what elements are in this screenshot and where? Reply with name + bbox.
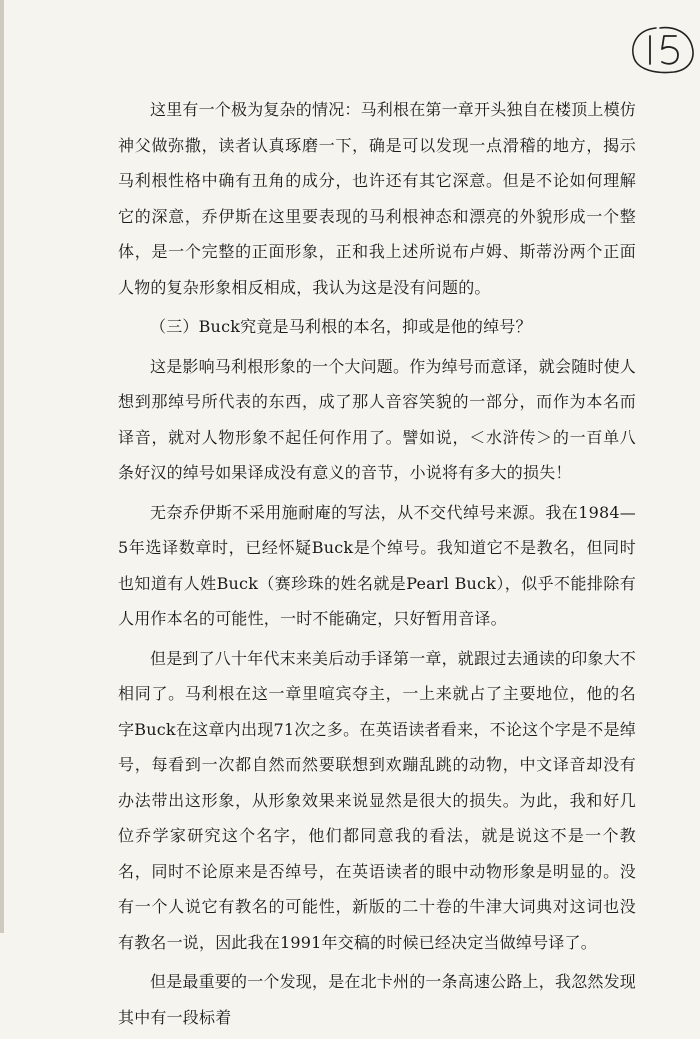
paragraph-2: 这是影响马利根形象的一个大问题。作为绰号而意译，就会随时使人想到那绰号所代表的东西，成了那人音容笑貌的一部分，而作为本名而译音，就对人物形象不起任何作用了。譬如说，＜水浒传＞的一百单八条好汉的绰号如果译成没有意义的音节，小说将有多大的损失！ — [118, 356, 637, 482]
section-heading: （三）Buck究竟是马利根的本名，抑或是他的绰号？ — [150, 317, 532, 336]
paragraph-3: 无奈乔伊斯不采用施耐庵的写法，从不交代绰号来源。我在1984—5年选译数章时，已经怀疑Buck是个绰号。我知道它不是教名，但同时也知道有人姓Buck（赛珍珠的姓名就是Pearl Buck），似乎不能排除有人用作本名的可能性，一时不能确定，只好暂用音译。 — [118, 502, 636, 628]
handwritten-page-number — [626, 22, 696, 77]
circled-number-icon — [626, 22, 696, 77]
paragraph-5: 但是最重要的一个发现，是在北卡州的一条高速公路上，我忽然发现其中有一段标着 — [118, 972, 637, 1027]
paragraph-4: 但是到了八十年代末来美后动手译第一章，就跟过去通读的印象大不相同了。马利根在这一章里喧宾夺主，一上来就占了主要地位，他的名字Buck在这章内出现71次之多。在英语读者看来，不论这个字是不是绰号，每看到一次都自然而然要联想到欢蹦乱跳的动物，中文译音却没有办法带出这形象，从形象效果来说显然是很大的损失。为此，我和好几位乔学家研究这个名字，他们都同意我的看法，就是说这不是一个教名，同时不论原来是否绰号，在英语读者的眼中动物形象是明显的。没有一个人说它有教名的可能性，新版的二十卷的牛津大词典对这词也没有教名一说，因此我在1991年交稿的时候已经决定当做绰号译了。 — [118, 648, 637, 952]
scan-edge — [0, 0, 4, 933]
body-text — [118, 92, 636, 1039]
paragraph-1: 这里有一个极为复杂的情况：马利根在第一章开头独自在楼顶上模仿神父做弥撒，读者认真琢磨一下，确是可以发现一点滑稽的地方，揭示马利根性格中确有丑角的成分，也许还有其它深意。但是不论如何理解它的深意，乔伊斯在这里要表现的马利根神态和漂亮的外貌形成一个整体，是一个完整的正面形象，正和我上述所说布卢姆、斯蒂汾两个正面人物的复杂形象相反相成，我认为这是没有问题的。 — [118, 100, 637, 297]
